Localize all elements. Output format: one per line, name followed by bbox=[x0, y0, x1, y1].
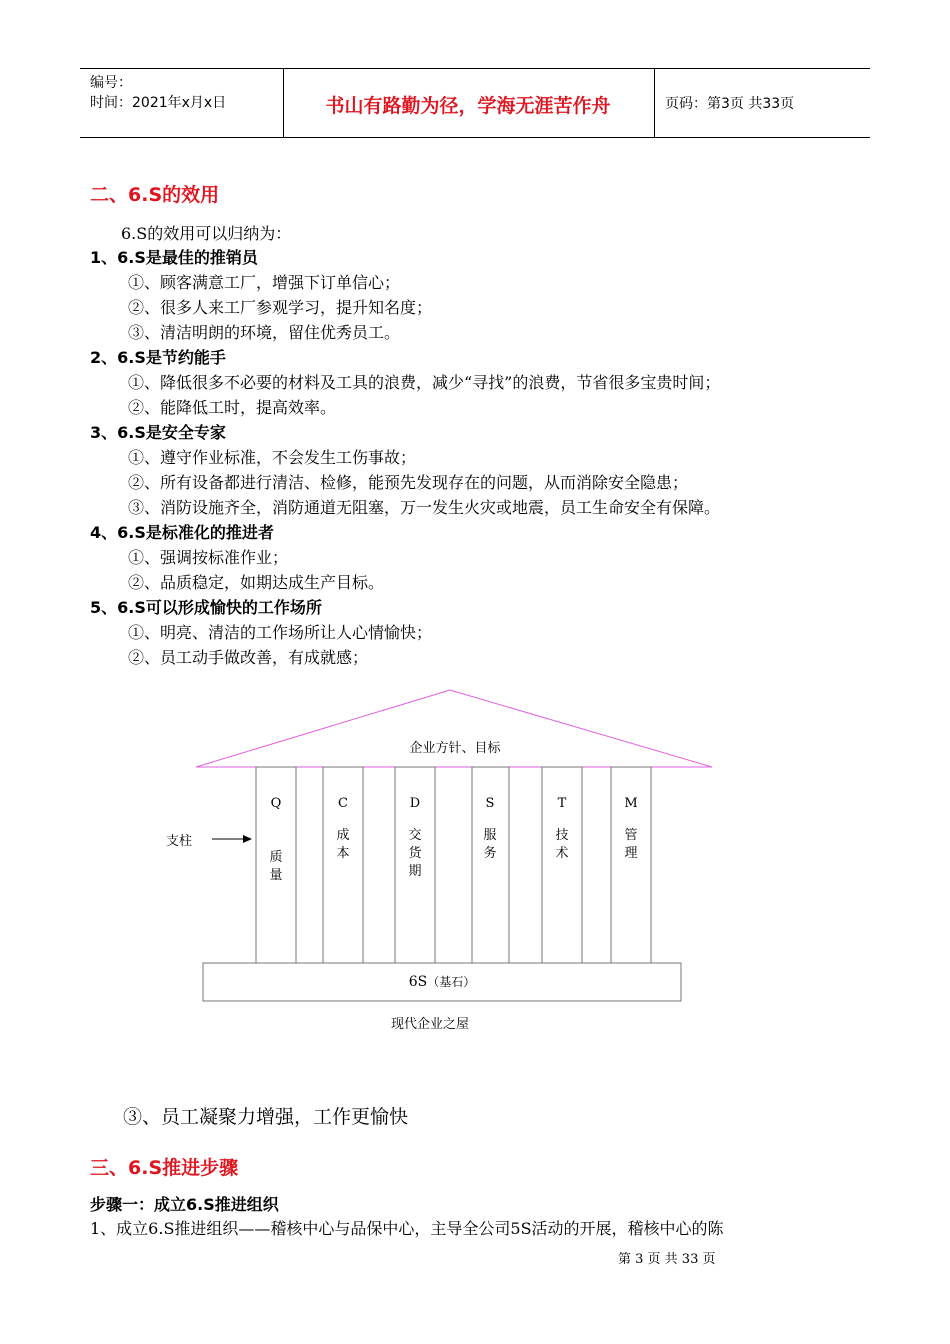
pillar-char: 本 bbox=[336, 846, 350, 861]
pillar-letter: S bbox=[485, 796, 495, 811]
pillar-char: 术 bbox=[555, 846, 569, 861]
pillar-char: 务 bbox=[483, 846, 497, 861]
item-point: ①、强调按标准作业； bbox=[128, 548, 289, 567]
item-point: ①、明亮、清洁的工作场所让人心情愉快； bbox=[128, 623, 433, 642]
roof-label: 企业方针、目标 bbox=[409, 741, 501, 756]
pillar-d-text bbox=[396, 795, 434, 881]
item-point: ②、所有设备都进行清洁、检修，能预先发现存在的问题，从而消除安全隐患； bbox=[128, 473, 689, 492]
pillar-letter: Q bbox=[270, 796, 282, 811]
page-footer: 第 3 页 共 33 页 bbox=[618, 1252, 716, 1267]
item-point: ①、遵守作业标准，不会发生工伤事故； bbox=[128, 448, 417, 467]
section-intro: 6.S的效用可以归纳为： bbox=[121, 224, 292, 243]
item-point: ③、消防设施齐全，消防通道无阻塞，万一发生火灾或地震，员工生命安全有保障。 bbox=[128, 498, 721, 517]
pillar-letter: C bbox=[338, 796, 348, 811]
pillar-letter: M bbox=[624, 796, 638, 811]
pillar-s-text bbox=[471, 795, 509, 863]
item-point: ①、降低很多不必要的材料及工具的浪费，减少“寻找”的浪费，节省很多宝贵时间； bbox=[128, 373, 721, 392]
foundation-note: （基石） bbox=[427, 975, 476, 989]
item-point: ②、能降低工时，提高效率。 bbox=[128, 398, 337, 417]
pillar-char: 管 bbox=[624, 828, 638, 843]
section-title: 二、6.S的效用 bbox=[90, 184, 220, 206]
pillar-q-text bbox=[257, 795, 295, 885]
section-title: 三、6.S推进步骤 bbox=[90, 1157, 239, 1179]
item-heading: 3、6.S是安全专家 bbox=[90, 423, 226, 442]
extra-point: ③、员工凝聚力增强，工作更愉快 bbox=[123, 1106, 409, 1128]
pillar-arrow-head bbox=[243, 835, 252, 843]
foundation-label bbox=[203, 973, 681, 990]
pillar-char: 交 bbox=[408, 828, 422, 843]
pillar-char: 量 bbox=[269, 868, 283, 883]
item-point: ②、品质稳定，如期达成生产目标。 bbox=[128, 573, 385, 592]
document-number-label: 编号： bbox=[90, 75, 132, 91]
item-heading: 4、6.S是标准化的推进者 bbox=[90, 523, 274, 542]
pillar-m-text bbox=[612, 795, 650, 863]
item-point: ②、员工动手做改善，有成就感； bbox=[128, 648, 369, 667]
header-motto: 书山有路勤为径，学海无涯苦作舟 bbox=[325, 95, 611, 117]
item-point: ①、顾客满意工厂，增强下订单信心； bbox=[128, 273, 401, 292]
pillar-char: 货 bbox=[408, 846, 422, 861]
pillar-label: 支柱 bbox=[166, 834, 193, 849]
pillar-letter: T bbox=[557, 796, 567, 811]
item-heading: 5、6.S可以形成愉快的工作场所 bbox=[90, 598, 322, 617]
pillar-char: 服 bbox=[483, 828, 497, 843]
header-page-number: 页码：第3页 共33页 bbox=[665, 96, 795, 112]
step-heading: 步骤一：成立6.S推进组织 bbox=[90, 1195, 279, 1214]
item-point: ③、清洁明朗的环境，留住优秀员工。 bbox=[128, 323, 401, 342]
pillar-t-text bbox=[543, 795, 581, 863]
pillar-char: 期 bbox=[408, 864, 422, 879]
item-heading: 1、6.S是最佳的推销员 bbox=[90, 248, 258, 267]
pillar-char: 质 bbox=[269, 850, 283, 865]
step-text: 1、成立6.S推进组织——稽核中心与品保中心，主导全公司5S活动的开展，稽核中心的陈 bbox=[90, 1219, 724, 1238]
pillar-letter: D bbox=[409, 796, 421, 811]
pillar-char: 理 bbox=[624, 846, 638, 861]
pillar-char: 成 bbox=[336, 828, 350, 843]
pillar-char: 技 bbox=[555, 828, 569, 843]
document-date: 时间：2021年x月x日 bbox=[90, 95, 227, 111]
pillar-c-text bbox=[324, 795, 362, 863]
item-point: ②、很多人来工厂参观学习，提升知名度； bbox=[128, 298, 433, 317]
foundation-main: 6S bbox=[408, 974, 428, 990]
item-heading: 2、6.S是节约能手 bbox=[90, 348, 226, 367]
diagram-caption: 现代企业之屋 bbox=[390, 1017, 469, 1032]
